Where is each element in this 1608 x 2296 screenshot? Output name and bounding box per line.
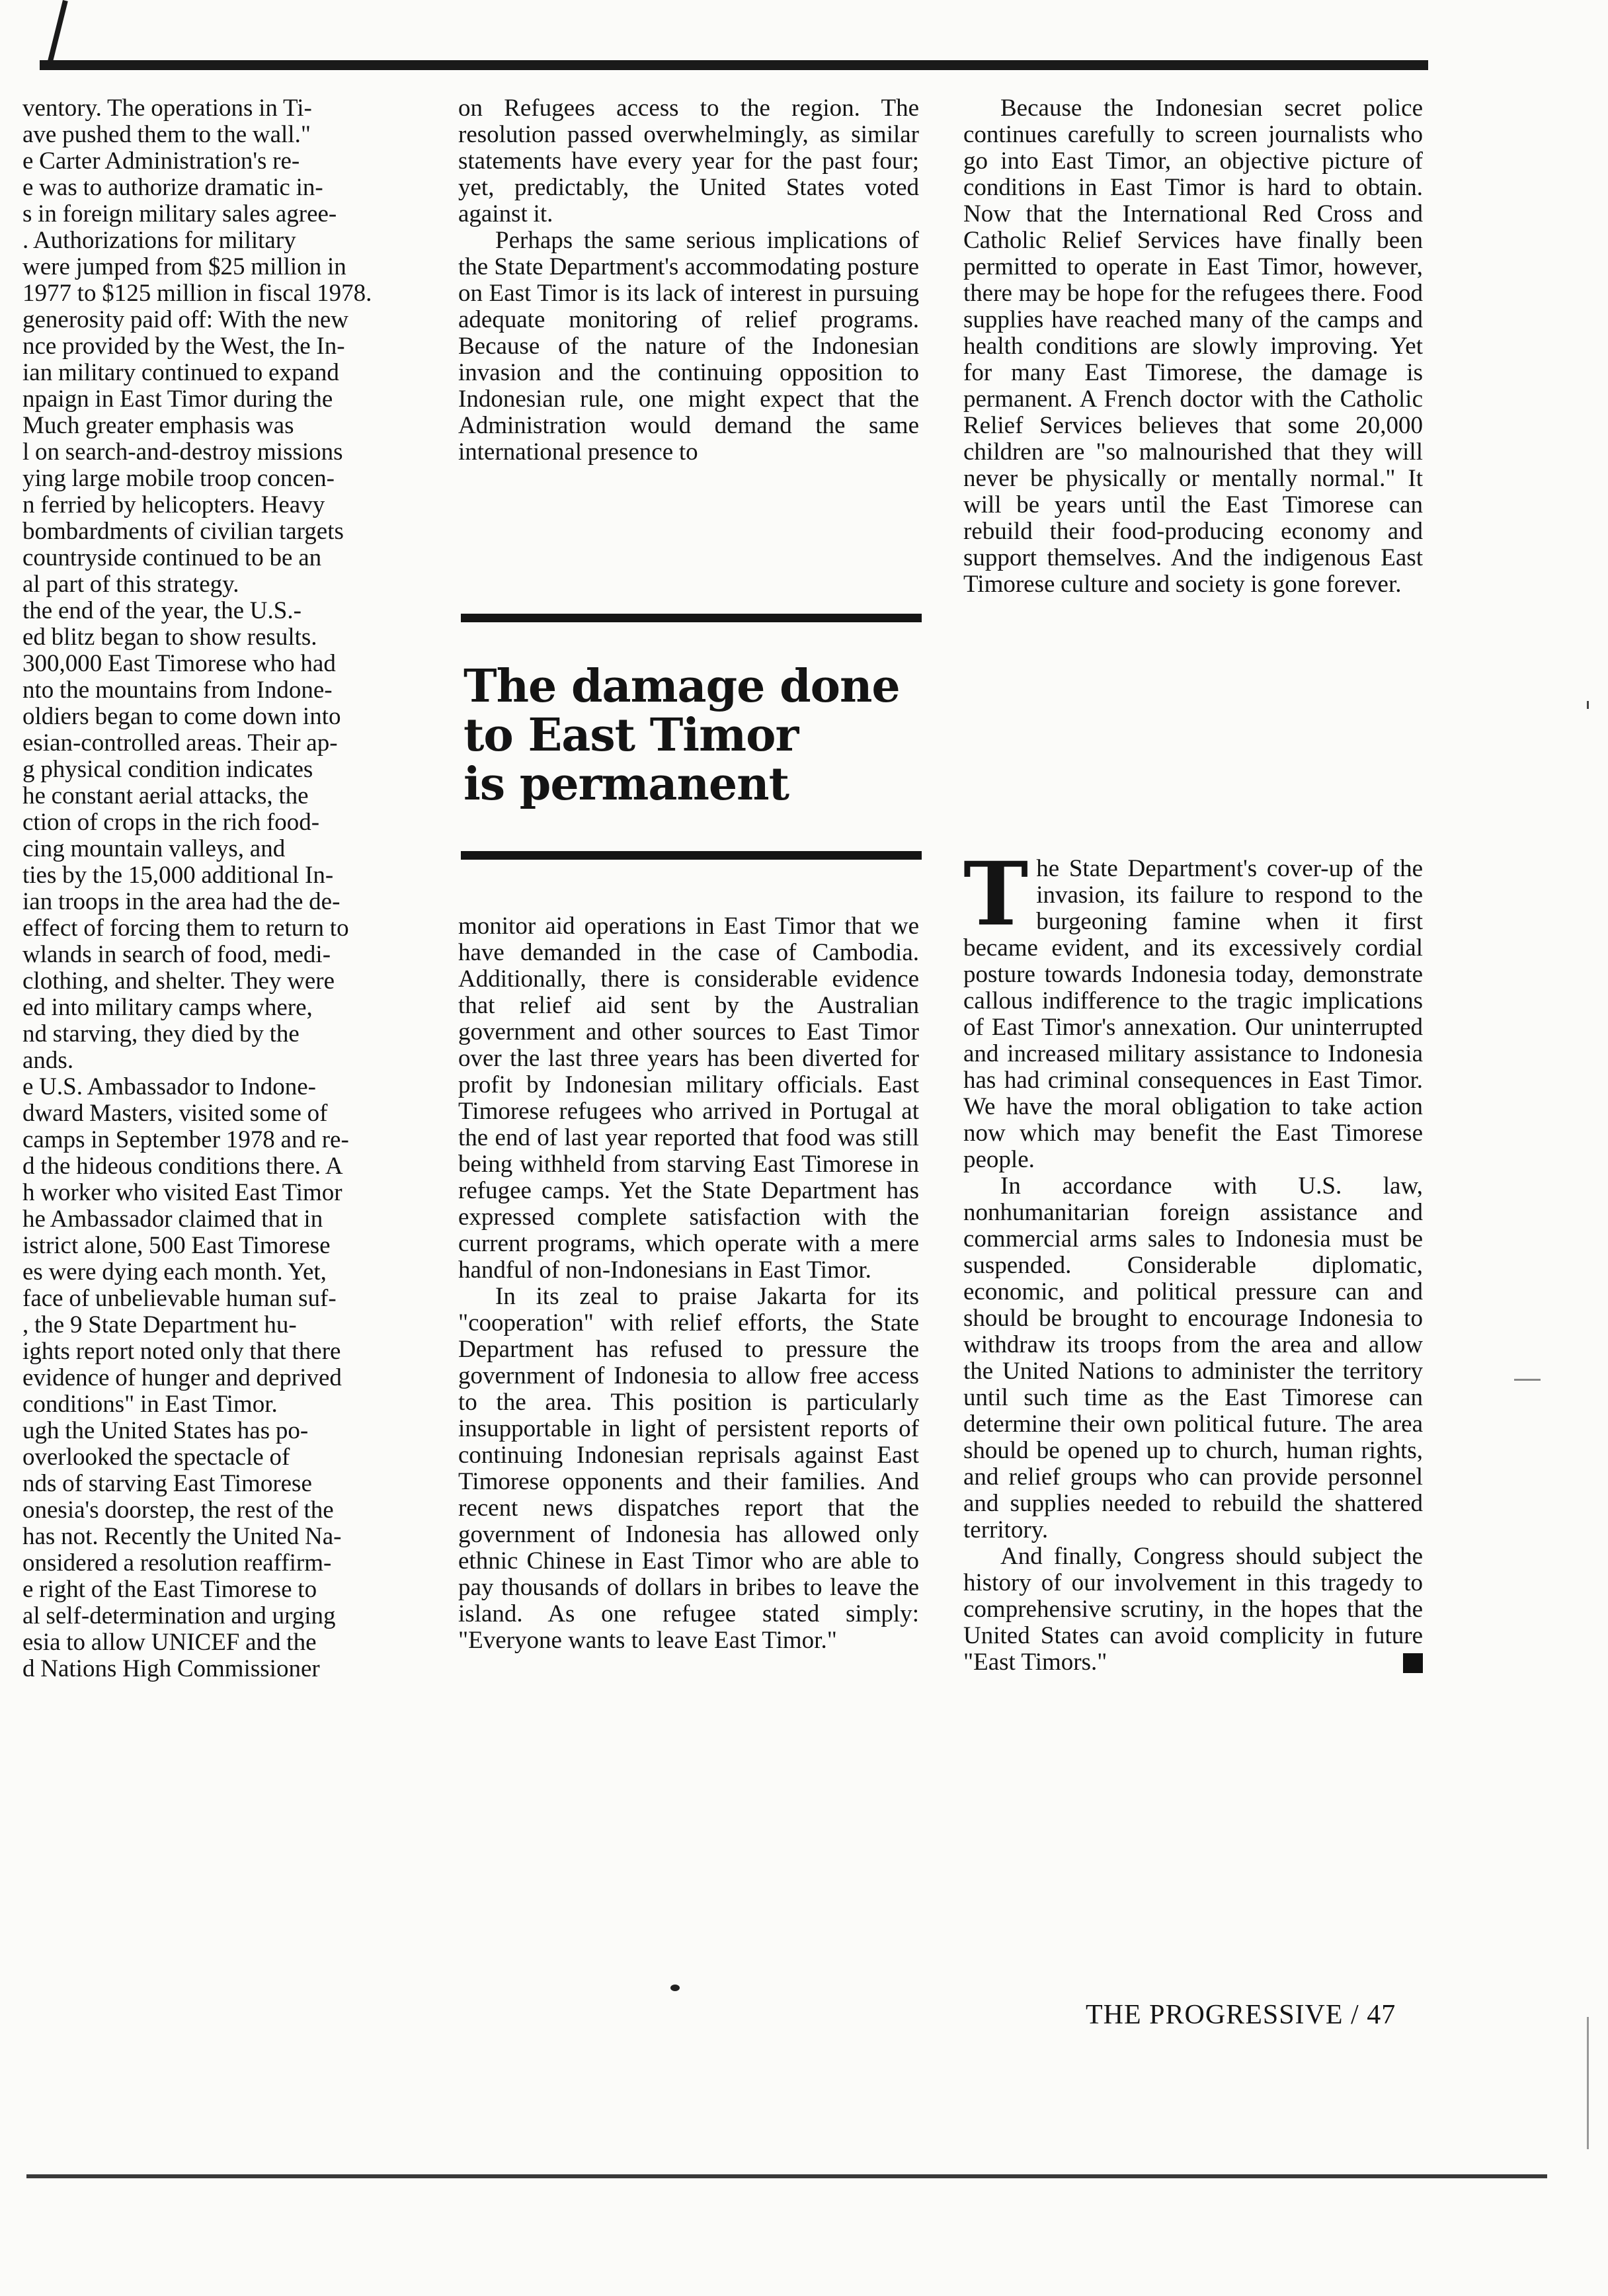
left-column-line: bombardments of civilian targets [22, 518, 344, 545]
left-column-line: overlooked the spectacle of [22, 1444, 290, 1471]
left-column-line: n ferried by helicopters. Heavy [22, 491, 325, 518]
left-column-line: , the 9 State Department hu- [22, 1311, 297, 1338]
headline-line: to East Timor [463, 709, 799, 762]
left-column-line: e U.S. Ambassador to Indone- [22, 1073, 316, 1100]
left-column-line: evidence of hunger and deprived [22, 1364, 342, 1391]
left-column-line: oldiers began to come down into [22, 703, 341, 730]
left-column-line: npaign in East Timor during the [22, 386, 333, 413]
left-column-line: ties by the 15,000 additional In- [22, 862, 334, 889]
left-column-line: ventory. The operations in Ti- [22, 95, 312, 122]
scan-dot [670, 1985, 680, 1991]
paragraph: on Refugees access to the region. The resolution passed overwhelmingly, as similar statements have every year for the past four; yet, predictably, the United States voted against it. [458, 95, 919, 227]
left-column-line: al self-determination and urging [22, 1602, 336, 1629]
left-column-line: l on search-and-destroy missions [22, 438, 343, 466]
left-column-line: e Carter Administration's re- [22, 147, 300, 175]
left-column-line: has not. Recently the United Na- [22, 1523, 342, 1550]
left-column-line: ands. [22, 1047, 74, 1074]
paragraph: Because the Indonesian secret police continues carefully to screen journalists who go into East Timor, an objective picture of conditions in East Timor is hard to obtain. Now that the International Red Cross and Catholic Relief Services have finally been permitted to operate in East Timor, however, there may be hope for the refugees there. Food supplies have reached many of the camps and health conditions are slowly improving. Yet for many East Timorese, the damage is permanent. A French doctor with the Catholic Relief Services believes that some 20,000 children are "so malnourished that they will never be physically or mentally normal." It will be years until the East Timorese can rebuild their food-producing economy and support themselves. And the indigenous East Timorese culture and society is gone forever. [963, 95, 1423, 598]
scan-speck [1514, 1379, 1541, 1381]
left-column-line: d Nations High Commissioner [22, 1655, 320, 1682]
left-column-line: Much greater emphasis was [22, 412, 294, 439]
dropcap-paragraph [963, 843, 1423, 1173]
page-footer: THE PROGRESSIVE / 47 [1086, 2000, 1396, 2030]
left-column-line: h worker who visited East Timor [22, 1179, 342, 1206]
left-column-line: ian troops in the area had the de- [22, 888, 341, 915]
left-column-line: ying large mobile troop concen- [22, 465, 335, 492]
left-column-line: face of unbelievable human suf- [22, 1285, 337, 1312]
drop-cap: T [963, 843, 1029, 946]
scan-edge-mark [1587, 2017, 1589, 2149]
left-column-line: cing mountain valleys, and [22, 835, 286, 862]
paragraph: monitor aid operations in East Timor that we have demanded in the case of Cambodia. Additionally, there is considerable evidence that relief aid sent by the Australian government and other sources to East Timor over the last three years has been diverted for profit by Indonesian military officials. East Timorese refugees who arrived in Portugal at the end of last year reported that food was still being withheld from starving East Timorese in refugee camps. Yet the State Department has expressed complete satisfaction with the current programs, which operate with a mere handful of non-Indonesians in East Timor. [458, 913, 919, 1284]
paragraph: In accordance with U.S. law, nonhumanitarian foreign assistance and commercial arms sales to Indonesia must be suspended. Considerable diplomatic, economic, and political pressure can and should be brought to encourage Indonesia to withdraw its troops from the area and allow the United Nations to administer the territory until such time as the East Timorese can determine their own political future. The area should be opened up to church, human rights, and relief groups who can provide personnel and supplies needed to rebuild the shattered territory. [963, 1172, 1423, 1543]
left-column-line: al part of this strategy. [22, 571, 239, 598]
left-column-line: ction of crops in the rich food- [22, 809, 320, 836]
left-column-line: ed blitz began to show results. [22, 624, 317, 651]
right-column-bottom [963, 843, 1423, 1676]
headline-line: is permanent [463, 758, 789, 811]
left-column-line: dward Masters, visited some of [22, 1100, 328, 1127]
middle-column-bottom [458, 913, 919, 1654]
scan-corner-mark [48, 0, 68, 62]
left-column-line: es were dying each month. Yet, [22, 1258, 327, 1286]
left-column-line: d the hideous conditions there. A [22, 1153, 343, 1180]
left-column-line: s in foreign military sales agree- [22, 200, 337, 227]
left-column-line: nto the mountains from Indone- [22, 676, 333, 704]
left-column [22, 95, 410, 1682]
left-column-line: istrict alone, 500 East Timorese [22, 1232, 331, 1259]
left-column-line: onesia's doorstep, the rest of the [22, 1496, 334, 1524]
left-column-line: the end of the year, the U.S.- [22, 597, 302, 624]
left-column-line: wlands in search of food, medi- [22, 941, 331, 968]
paragraph-text: And finally, Congress should subject the history of our involvement in this tragedy to comprehensive scrutiny, in the hopes that the United States can avoid complicity in future "East Timors." [963, 1543, 1423, 1676]
headline-top-rule [461, 614, 922, 622]
headline-line: The damage done [463, 660, 900, 713]
left-column-line: generosity paid off: With the new [22, 306, 349, 333]
left-column-line: esia to allow UNICEF and the [22, 1629, 317, 1656]
middle-column-top [458, 95, 919, 466]
end-mark-icon [1403, 1653, 1423, 1673]
left-column-line: e was to authorize dramatic in- [22, 174, 323, 201]
left-column-line: effect of forcing them to return to [22, 915, 349, 942]
left-column-line: camps in September 1978 and re- [22, 1126, 349, 1153]
left-column-line: he constant aerial attacks, the [22, 782, 309, 809]
left-column-line: ian military continued to expand [22, 359, 339, 386]
left-column-line: ave pushed them to the wall." [22, 121, 311, 148]
pull-headline [461, 614, 922, 860]
left-column-line: nds of starving East Timorese [22, 1470, 312, 1497]
left-column-line: he Ambassador claimed that in [22, 1206, 323, 1233]
top-rule [40, 60, 1428, 70]
headline-text [463, 662, 922, 809]
left-column-line: g physical condition indicates [22, 756, 313, 783]
right-column-top [963, 95, 1423, 598]
paragraph-text: he State Department's cover-up of the invasion, its failure to respond to the burgeoning famine when it first became evident, and its excessively cordial posture towards Indonesia today, demonstrate callous indifference to the tragic implications of East Timor's annexation. Our uninterrupted and increased military assistance to Indonesia has had criminal consequences in East Timor. We have the moral obligation to take action now which may benefit the East Timorese people. [963, 855, 1423, 1173]
left-column-line: e right of the East Timorese to [22, 1576, 317, 1603]
left-column-line: clothing, and shelter. They were [22, 967, 335, 995]
left-column-line: 1977 to $125 million in fiscal 1978. [22, 280, 372, 307]
scan-speck [1587, 701, 1589, 709]
paragraph [963, 1543, 1423, 1676]
left-column-line: ugh the United States has po- [22, 1417, 309, 1444]
left-column-line: nd starving, they died by the [22, 1020, 300, 1047]
headline-bottom-rule [461, 851, 922, 860]
left-column-line: 300,000 East Timorese who had [22, 650, 336, 677]
left-column-line: onsidered a resolution reaffirm- [22, 1549, 332, 1577]
bottom-rule [26, 2174, 1547, 2178]
left-column-line: ed into military camps where, [22, 994, 313, 1021]
paragraph: Perhaps the same serious implications of the State Department's accommodating posture on East Timor is its lack of interest in pursuing adequate monitoring of relief programs. Because of the nature of the Indonesian invasion and the continuing opposition to Indonesian rule, one might expect that the Administration would demand the same international presence to [458, 227, 919, 466]
left-column-line: conditions" in East Timor. [22, 1391, 278, 1418]
left-column-line: countryside continued to be an [22, 544, 322, 571]
left-column-line: . Authorizations for military [22, 227, 296, 254]
left-column-line: nce provided by the West, the In- [22, 333, 345, 360]
left-column-line: esian-controlled areas. Their ap- [22, 729, 338, 757]
left-column-line: were jumped from $25 million in [22, 253, 346, 280]
left-column-line: ights report noted only that there [22, 1338, 341, 1365]
paragraph: In its zeal to praise Jakarta for its "cooperation" with relief efforts, the State Department has refused to pressure the government of Indonesia to allow free access to the area. This position is particularly insupportable in light of persistent reports of continuing Indonesian reprisals against East Timorese opponents and their families. And recent news dispatches report that the government of Indonesia has allowed only ethnic Chinese in East Timor who are able to pay thousands of dollars in bribes to leave the island. As one refugee stated simply: "Everyone wants to leave East Timor." [458, 1283, 919, 1654]
